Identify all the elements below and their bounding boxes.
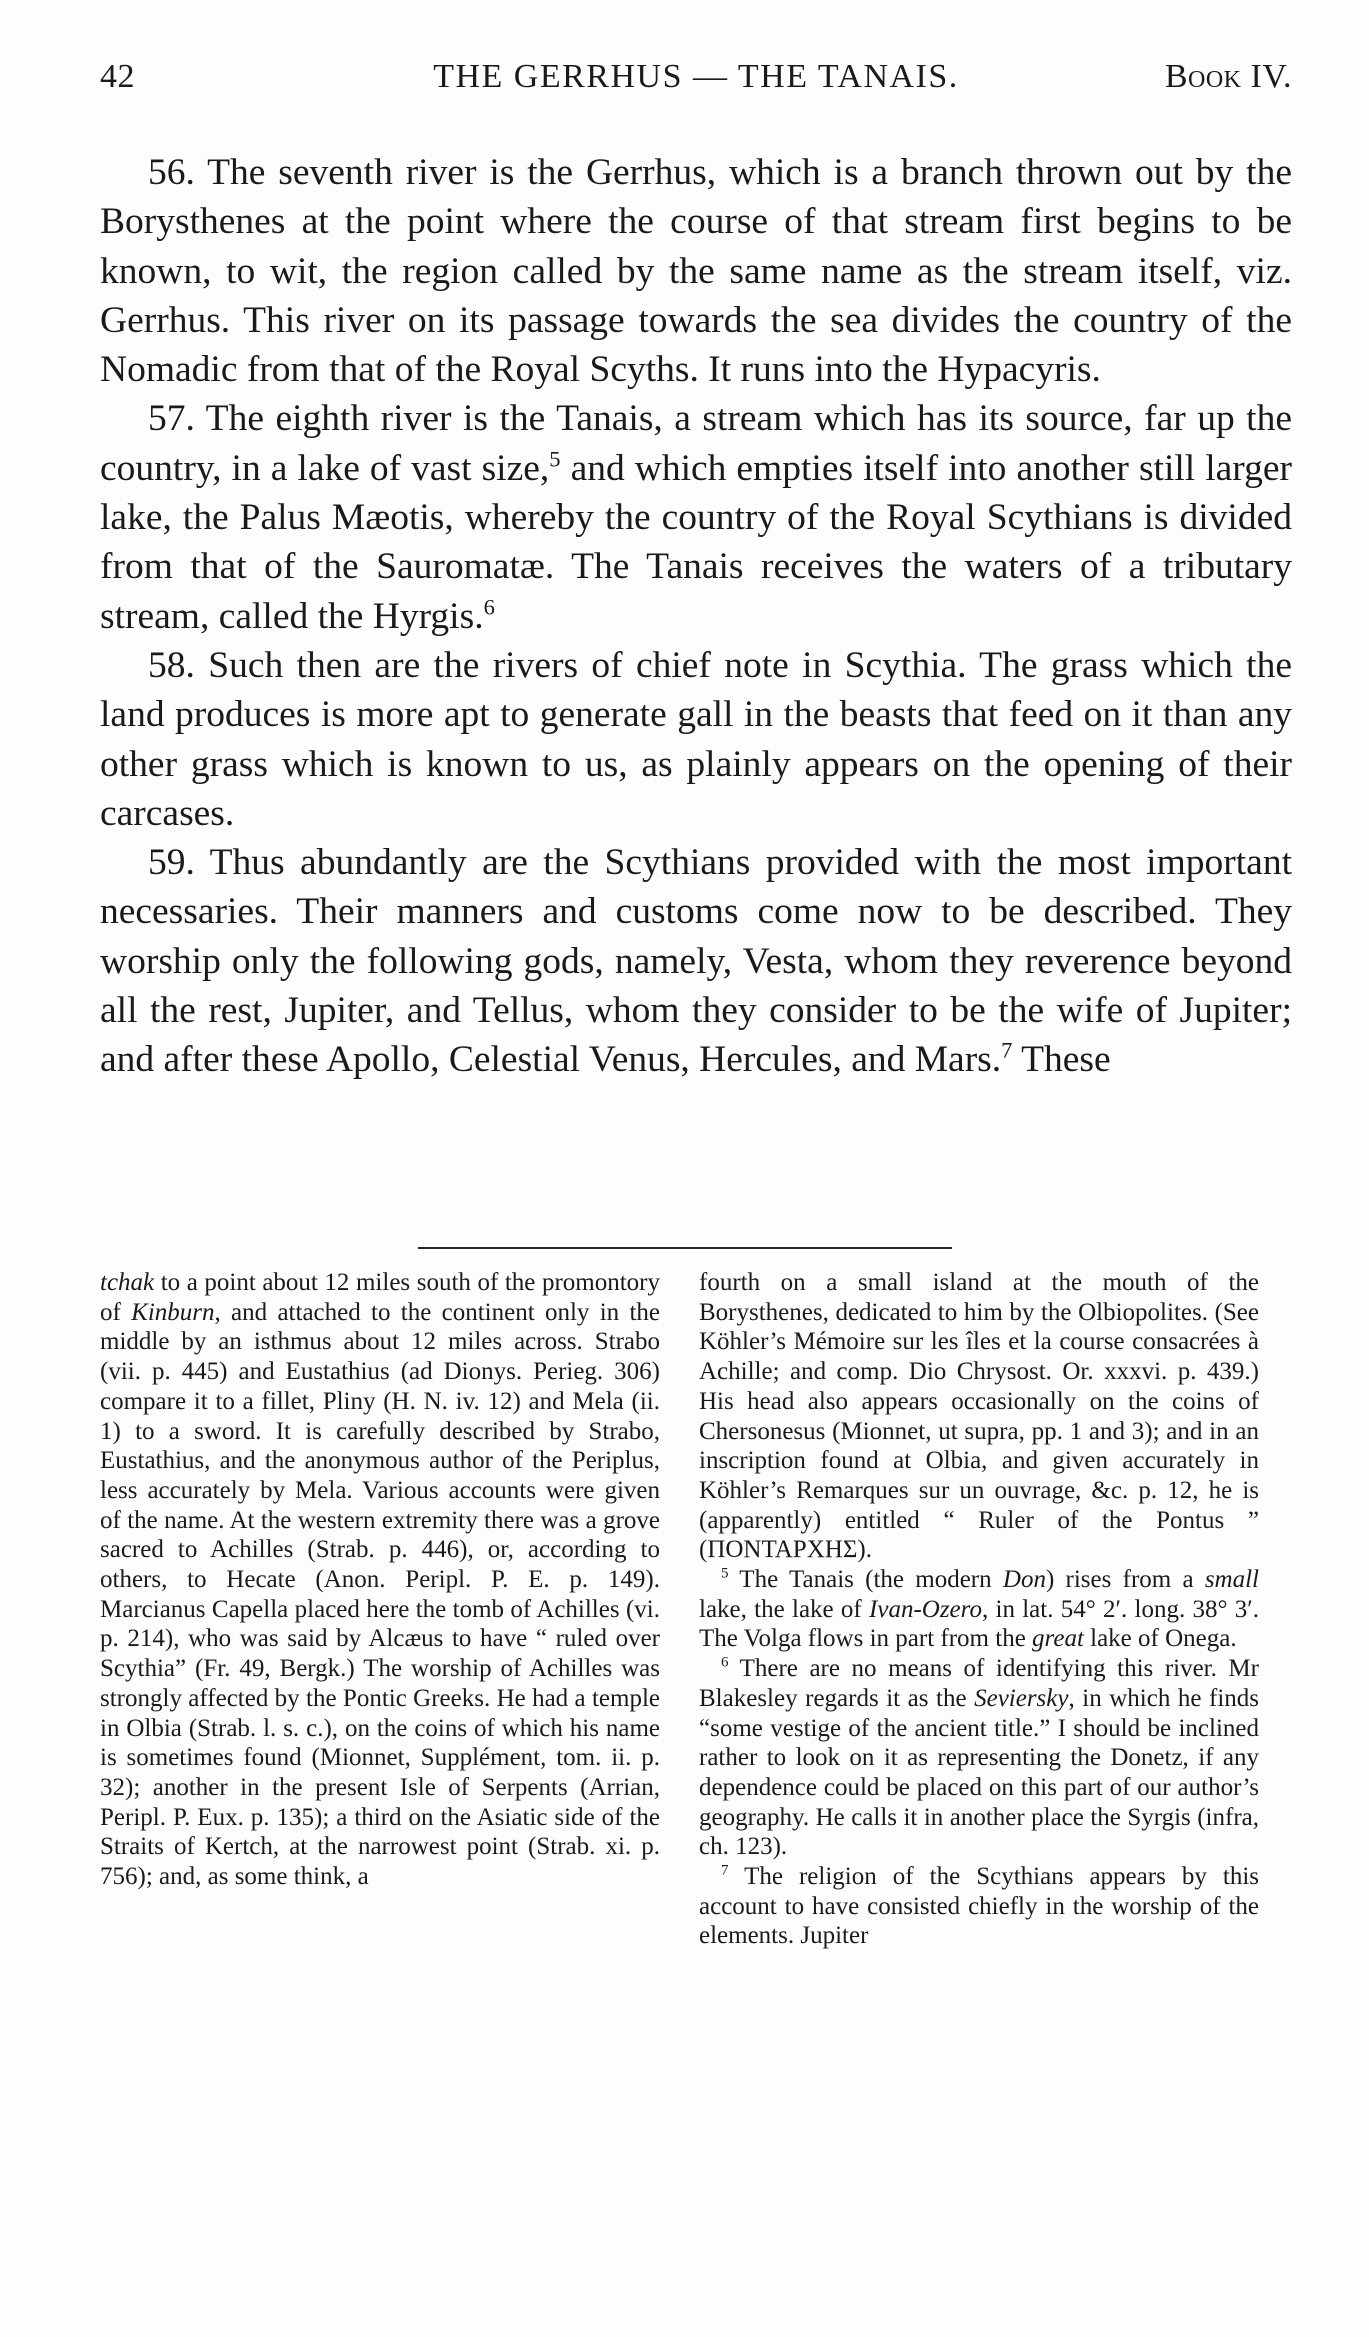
page-number: 42 bbox=[100, 58, 135, 95]
paragraph-57: 57. The eighth river is the Tanais, a stream which has its source, far up the country, in a lake of vast size,$^5$ and which empties itself into another still larger lake, the Palus Mæotis, whereby the country of the Royal Scythians is divided from that of the Sauromatæ. The Tanais receives the waters of a tributary stream, called the Hyrgis.$^6$ bbox=[100, 398, 1292, 637]
paragraph-56: 56. The seventh river is the Gerrhus, which is a branch thrown out by the Borysthenes at the point where the course of that stream first begins to be known, to wit, the region called by the same name as the stream itself, viz. Gerrhus. This river on its passage towards the sea divides the country of the Nomadic from that of the Royal Scyths. It runs into the Hypacyris. bbox=[100, 152, 1292, 391]
paragraph-58: 58. Such then are the rivers of chief note in Scythia. The grass which the land produces is more apt to generate gall in the beasts that feed on it than any other grass which is known to us, as plainly appears on the opening of their carcases. bbox=[100, 644, 1292, 834]
running-title: THE GERRHUS — THE TANAIS. bbox=[433, 58, 959, 95]
book-label: Book IV. bbox=[1164, 58, 1292, 95]
footnote-ref-5: 5 bbox=[549, 446, 561, 472]
footnote-continuation-end: fourth on a small island at the mouth of the Borysthenes, dedicated to him by the Olbiopolites. (See Köhler’s Mémoire sur les îles et la course consacrées à Achille; and comp. Dio Chrysost. Or. xxxvi. p. 439.) His head also appears occasionally on the coins of Chersonesus (Mionnet, ut supra, pp. 1 and 3); and in an inscription found at Olbia, and given accurately in Köhler’s Remarques sur un ouvrage, &c. p. 12, he is (apparently) entitled “ Ruler of the Pontus ” (ΠΟΝΤΑΡΧΗΣ). bbox=[699, 1269, 1259, 1564]
footnote-ref-6: 6 bbox=[483, 594, 495, 620]
paragraph-59: 59. Thus abundantly are the Scythians provided with the most important necessaries. Their manners and customs come now to be described. They worship only the following gods, namely, Vesta, whom they reverence beyond all the rest, Jupiter, and Tellus, whom they consider to be the wife of Jupiter; and after these Apollo, Celestial Venus, Hercules, and Mars.$^7$ These bbox=[100, 842, 1292, 1081]
running-header bbox=[100, 58, 1292, 106]
main-text bbox=[100, 148, 1292, 1085]
footnote-6: $^6$ There are no means of identifying this river. Mr Blakesley regards it as the Seviersky, in which he finds “some vestige of the ancient title.” I should be inclined rather to look on it as representing the Donetz, if any dependence could be placed on this part of our author’s geography. He calls it in another place the Syrgis (infra, ch. 123). bbox=[699, 1654, 1260, 1861]
footnote-continuation: tchak to a point about 12 miles south of the promontory of Kinburn, and attached to the continent only in the middle by an isthmus about 12 miles across. Strabo (vii. p. 445) and Eustathius (ad Dionys. Perieg. 306) compare it to a fillet, Pliny (H. N. iv. 12) and Mela (ii. 1) to a sword. It is carefully described by Strabo, Eustathius, and the anonymous author of the Periplus, less accurately by Mela. Various accounts were given of the name. At the western extremity there was a grove sacred to Achilles (Strab. p. 446), or, according to others, to Hecate (Anon. Peripl. P. E. p. 149). Marcianus Capella placed here the tomb of Achilles (vi. p. 214), who was said by Alcæus to have “ ruled over Scythia” (Fr. 49, Bergk.) The worship of Achilles was strongly affected by the Pontic Greeks. He had a temple in Olbia (Strab. l. s. c.), on the coins of which his name is sometimes found (Mionnet, Supplément, tom. ii. p. 32); another in the present Isle of Serpents (Arrian, Peripl. P. Eux. p. 135); a third on the Asiatic side of the Straits of Kertch, at the narrowest point (Strab. xi. p. 756); and, as some think, a bbox=[100, 1269, 661, 1891]
footnote-ref-7: 7 bbox=[1001, 1037, 1013, 1063]
footnote-5: $^5$ The Tanais (the modern Don) rises from a small lake, the lake of Ivan-Ozero, in lat. 54° 2′. long. 38° 3′. The Volga flows in part from the great lake of Onega. bbox=[699, 1565, 1260, 1653]
footnote-divider bbox=[418, 1247, 952, 1249]
footnotes-right-column bbox=[699, 1268, 1259, 1951]
footnote-7: $^7$ The religion of the Scythians appears by this account to have consisted chiefly in the worship of the elements. Jupiter bbox=[699, 1862, 1259, 1950]
footnotes-left-column bbox=[100, 1268, 660, 1892]
